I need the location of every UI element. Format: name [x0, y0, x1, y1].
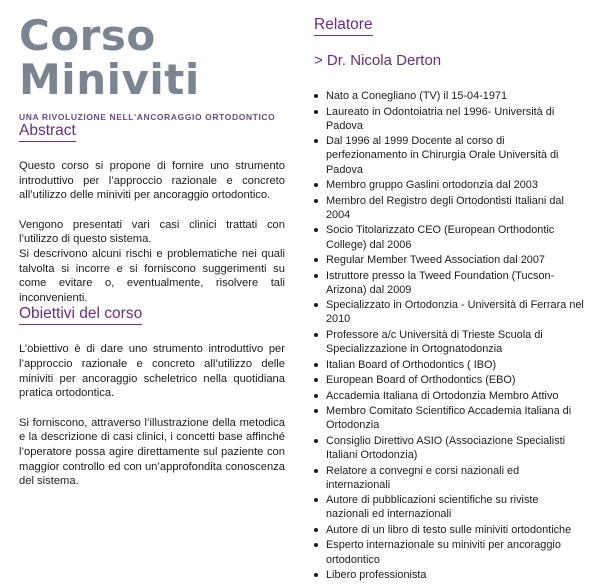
- title-line-2: Miniviti: [19, 55, 200, 104]
- abstract-paragraph-2: [19, 218, 285, 306]
- cv-list-item: Membro gruppo Gaslini ortodonzia dal 2003: [314, 178, 584, 192]
- cv-list-item: Consiglio Direttivo ASIO (Associazione Specialisti Italiani Ortodonzia): [314, 434, 584, 462]
- cv-list-item: Nato a Conegliano (TV) il 15-04-1971: [314, 89, 584, 103]
- objectives-paragraph-2: Si forniscono, attraverso l’illustrazione della metodica e la descrizione di casi clinici, i concetti base affinché l’operatore possa agire direttamente sul paziente con maggior controllo ed con un’approfondita conoscenza del sistema.: [19, 416, 285, 488]
- cv-list-item: Regular Member Tweed Association dal 2007: [314, 253, 584, 267]
- course-subtitle: UNA RIVOLUZIONE NELL'ANCORAGGIO ORTODONTICO: [19, 112, 276, 122]
- cv-list-item: Laureato in Odontoiatria nel 1996- Università di Padova: [314, 105, 584, 133]
- speaker-heading: Relatore: [314, 16, 373, 36]
- cv-list-item: Membro Comitato Scientifico Accademia Italiana di Ortodonzia: [314, 404, 584, 432]
- cv-list-item: Relatore a convegni e corsi nazionali ed internazionali: [314, 464, 584, 492]
- cv-list-item: Istruttore presso la Tweed Foundation (Tucson-Arizona) dal 2009: [314, 269, 584, 297]
- speaker-cv-list: [314, 89, 584, 582]
- abstract-heading: Abstract: [19, 122, 76, 142]
- cv-list-item: European Board of Orthodontics (EBO): [314, 373, 584, 387]
- speaker-name: > Dr. Nicola Derton: [314, 52, 442, 69]
- cv-list-item: Membro del Registro degli Ortodontisti Italiani dal 2004: [314, 194, 584, 222]
- cv-list-item: Libero professionista: [314, 568, 584, 582]
- course-title: [19, 11, 285, 104]
- abstract-paragraph-2a: Vengono presentati vari casi clinici trattati con l’utilizzo di questo sistema.: [19, 218, 285, 246]
- cv-list-item: Professore a/c Università di Trieste Scuola di Specializzazione in Ortognatodonzia: [314, 328, 584, 356]
- cv-list-item: Dal 1996 al 1999 Docente al corso di perfezionamento in Chirurgia Orale Università di Padova: [314, 134, 584, 177]
- objectives-heading: Obiettivi del corso: [19, 305, 142, 325]
- right-column: [314, 16, 584, 584]
- objectives-paragraph-1: L’obiettivo è di dare uno strumento introduttivo per l’approccio razionale e concreto all’utilizzo delle miniviti per ancoraggio scheletrico nella quotidiana pratica ortodontica.: [19, 343, 285, 400]
- abstract-paragraph-2b: Si descrivono alcuni rischi e problematiche nei quali talvolta si incorre e si forniscono suggerimenti su come evitare o, eventualmente, risolvere tali inconvenienti.: [19, 247, 285, 304]
- left-column: [19, 11, 285, 489]
- cv-list-item: Esperto internazionale su miniviti per ancoraggio ortodontico: [314, 538, 584, 566]
- cv-list-item: Socio Titolarizzato CEO (European Orthodontic College) dal 2006: [314, 223, 584, 251]
- abstract-paragraph-1: Questo corso si propone di fornire uno strumento introduttivo per l’approccio razionale e concreto all’utilizzo delle miniviti per ancoraggio ortodontico.: [19, 160, 285, 202]
- cv-list-item: Autore di pubblicazioni scientifiche su riviste nazionali ed internazionali: [314, 493, 584, 521]
- cv-list-item: Autore di un libro di testo sulle miniviti ortodontiche: [314, 523, 584, 537]
- title-line-1: Corso: [19, 11, 156, 60]
- cv-list-item: Italian Board of Orthodontics ( IBO): [314, 358, 584, 372]
- cv-list-item: Accademia Italiana di Ortodonzia Membro Attivo: [314, 389, 584, 403]
- cv-list-item: Specializzato in Ortodonzia - Università di Ferrara nel 2010: [314, 298, 584, 326]
